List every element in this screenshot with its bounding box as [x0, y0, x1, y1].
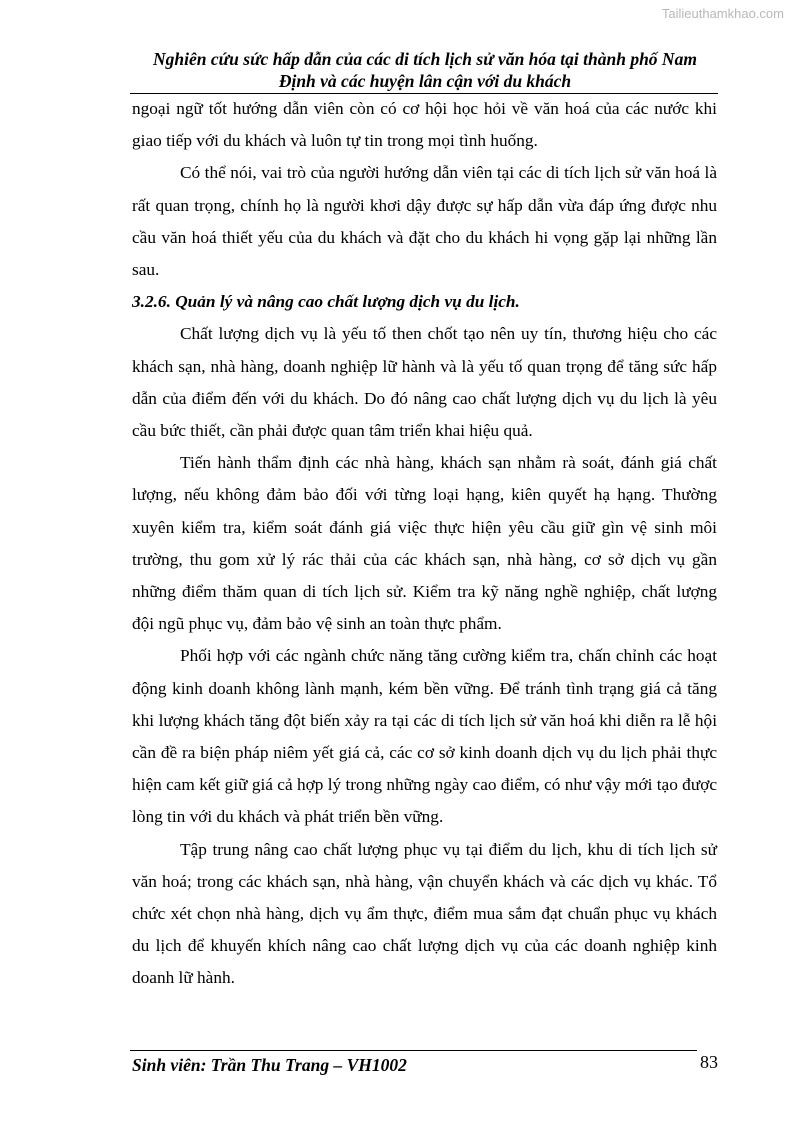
paragraph-2: Có thể nói, vai trò của người hướng dẫn viên tại các di tích lịch sử văn hoá là rất quan trọng, chính họ là người khơi dậy được sự hấp dẫn vừa đáp ứng được nhu cầu văn hoá thiết yếu của du khách và đặt cho du khách hi vọng gặp lại những lần sau. [132, 163, 717, 280]
paragraph-6: Tập trung nâng cao chất lượng phục vụ tại điểm du lịch, khu di tích lịch sử văn hoá; trong các khách sạn, nhà hàng, vận chuyển khách và các dịch vụ khác. Tổ chức xét chọn nhà hàng, dịch vụ ẩm thực, điểm mua sắm đạt chuẩn phục vụ khách du lịch để khuyến khích nâng cao chất lượng dịch vụ của các doanh nghiệp kinh doanh lữ hành. [132, 839, 717, 988]
paragraph-4: Tiến hành thẩm định các nhà hàng, khách sạn nhằm rà soát, đánh giá chất lượng, nếu không đảm bảo đối với từng loại hạng, kiên quyết hạ hạng. Thường xuyên kiểm tra, kiểm soát đánh giá việc thực hiện yêu cầu giữ gìn vệ sinh môi trường, thu gom xử lý rác thải của các khách sạn, nhà hàng, cơ sở dịch vụ gần những điểm thăm quan di tích lịch sử. Kiểm tra kỹ năng nghề nghiệp, chất lượng đội ngũ phục vụ, đảm bảo vệ sinh an toàn thực phẩm. [132, 453, 717, 634]
header-title-line1: Nghiên cứu sức hấp dẫn của các di tích lịch sử văn hóa tại thành phố Nam [153, 49, 697, 69]
footer-author: Sinh viên: Trần Thu Trang – VH1002 [132, 1055, 407, 1075]
footer-divider [130, 1050, 697, 1051]
watermark: Tailieuthamkhao.com [661, 6, 784, 21]
paragraph-5: Phối hợp với các ngành chức năng tăng cường kiểm tra, chấn chỉnh các hoạt động kinh doanh không lành mạnh, kém bền vững. Để tránh tình trạng giá cả tăng khi lượng khách tăng đột biến xảy ra tại các di tích lịch sử văn hoá khi diễn ra lễ hội cần đề ra biện pháp niêm yết giá cả, các cơ sở kinh doanh dịch vụ du lịch phải thực hiện cam kết giữ giá cả hợp lý trong những ngày cao điểm, có như vậy mới tạo được lòng tin với du khách và phát triển bền vững. [132, 646, 717, 827]
paragraph-3: Chất lượng dịch vụ là yếu tố then chốt tạo nên uy tín, thương hiệu cho các khách sạn, nhà hàng, doanh nghiệp lữ hành và là yếu tố quan trọng để tăng sức hấp dẫn của điểm đến với du khách. Do đó nâng cao chất lượng dịch vụ du lịch là yêu cầu bức thiết, cần phải được quan tâm triển khai hiệu quả. [132, 324, 717, 441]
paragraph-1: ngoại ngữ tốt hướng dẫn viên còn có cơ hội học hỏi về văn hoá của các nước khi giao tiếp với du khách và luôn tự tin trong mọi tình huống. [132, 99, 717, 151]
page-header [130, 48, 720, 92]
section-heading: 3.2.6. Quản lý và nâng cao chất lượng dịch vụ du lịch. [132, 292, 520, 312]
header-title-line2: Định và các huyện lân cận với du khách [278, 71, 572, 91]
document-body [132, 93, 717, 995]
page-number: 83 [700, 1052, 718, 1072]
